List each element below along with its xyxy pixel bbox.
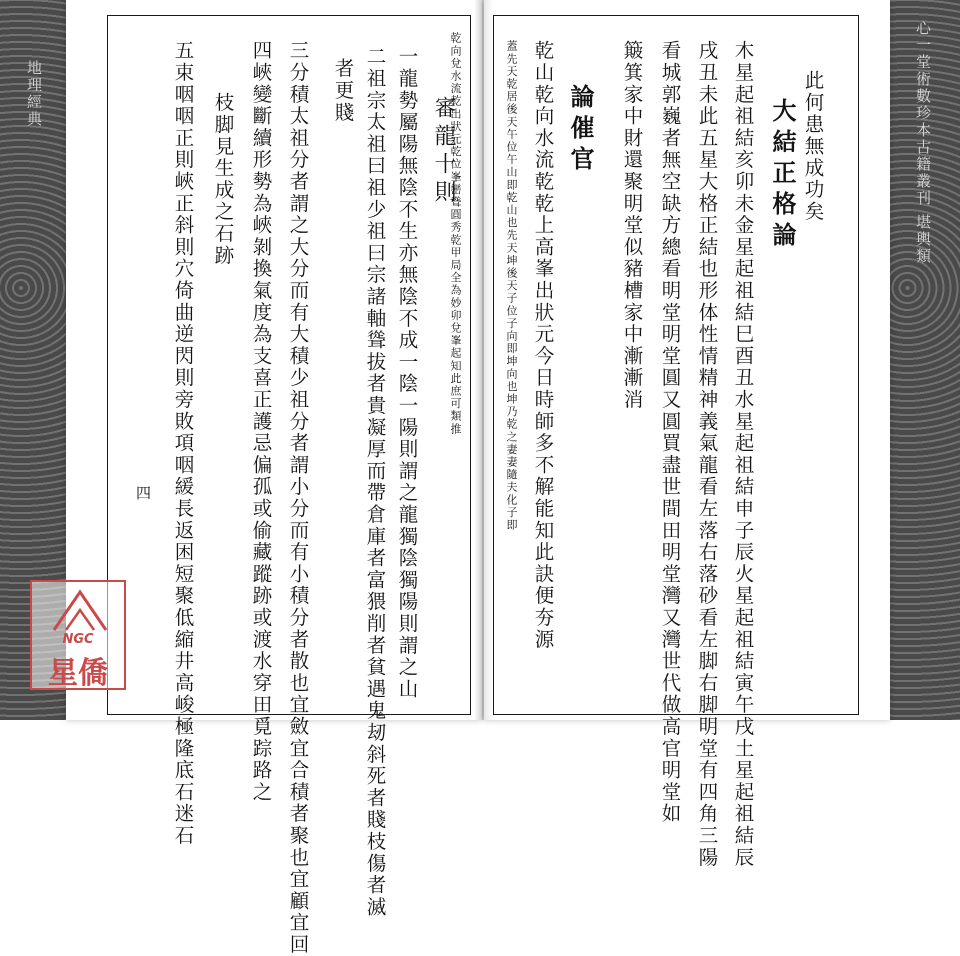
right-column-3: 戌丑未此五星大格正結也形体性情精神義氣龍看左落右落砂看左脚右脚明堂有四角三陽 bbox=[695, 40, 719, 869]
page-number: 四 bbox=[136, 484, 152, 502]
seal-name: 星僑 bbox=[48, 656, 108, 691]
seal-roof-icon bbox=[50, 586, 110, 634]
right-column-note: 蓋先天乾居後天午位午山即乾山也先天坤後天子位子向即坤向也坤乃乾之妻妻隨夫化子即 bbox=[505, 40, 518, 532]
right-column-6: 乾山乾向水流乾乾上高峯出狀元今日時師多不解能知此訣便夯源 bbox=[531, 40, 555, 651]
left-column-4: 三分積太祖分者謂之大分而有大積少祖分者謂小分而有小積分者散也宜斂宜合積者聚也宜顧宜回 bbox=[286, 40, 310, 956]
right-heading-second: 論催官 bbox=[566, 84, 595, 177]
seal-abbreviation: NGC bbox=[62, 632, 94, 647]
watermark-seal bbox=[30, 580, 126, 690]
right-column-4: 看城郭巍者無空缺方總看明堂明堂圓又圓買盡世間田明堂灣又灣世代做高官明堂如 bbox=[658, 40, 682, 825]
right-column-2: 木星起祖結亥卯未金星起祖結巳酉丑水星起祖結申子辰火星起祖結寅午戌土星起祖結辰 bbox=[731, 40, 755, 869]
left-column-7: 五束咽咽正則峽正斜則穴倚曲逆閃則旁敗項咽緩長返困短聚低縮井高峻極隆底石迷石 bbox=[171, 40, 195, 847]
right-column-1: 此何患無成功矣 bbox=[801, 70, 825, 223]
right-heading-main: 大結正格論 bbox=[768, 98, 797, 253]
left-cover-label: 地理經典 bbox=[25, 60, 43, 128]
right-cover-edge bbox=[885, 0, 960, 720]
left-column-3: 者更賤 bbox=[331, 58, 355, 124]
left-page-heading: 審龍十則 bbox=[431, 96, 456, 208]
right-column-5: 簸箕家中財還聚明堂似豬槽家中漸漸消 bbox=[620, 40, 644, 411]
left-column-5: 四峽變斷續形勢為峽剝換氣度為支喜正護忌偏孤或偷藏蹤跡或渡水穿田覓踪路之 bbox=[249, 40, 273, 803]
book-spine bbox=[474, 0, 494, 720]
left-column-note: 乾向兌水流乾出狀元乾位峯巒聳圓秀乾甲局全為妙卯兌峯起知此庶可類推 bbox=[449, 32, 462, 436]
left-column-6: 枝脚見生成之石跡 bbox=[211, 92, 235, 267]
left-column-1: 一龍勢屬陽無陰不生亦無陰不成一陰一陽則謂之龍獨陰獨陽則謂之山 bbox=[395, 46, 419, 700]
right-cover-label: 心一堂術數珍本古籍叢刊 堪輿類 bbox=[914, 20, 932, 265]
left-column-2: 二祖宗太祖曰祖少祖曰宗諸軸聳拔者貴凝厚而帶倉庫者富猥削者貧遇鬼刼斜死者賤枝傷者滅 bbox=[363, 46, 387, 918]
